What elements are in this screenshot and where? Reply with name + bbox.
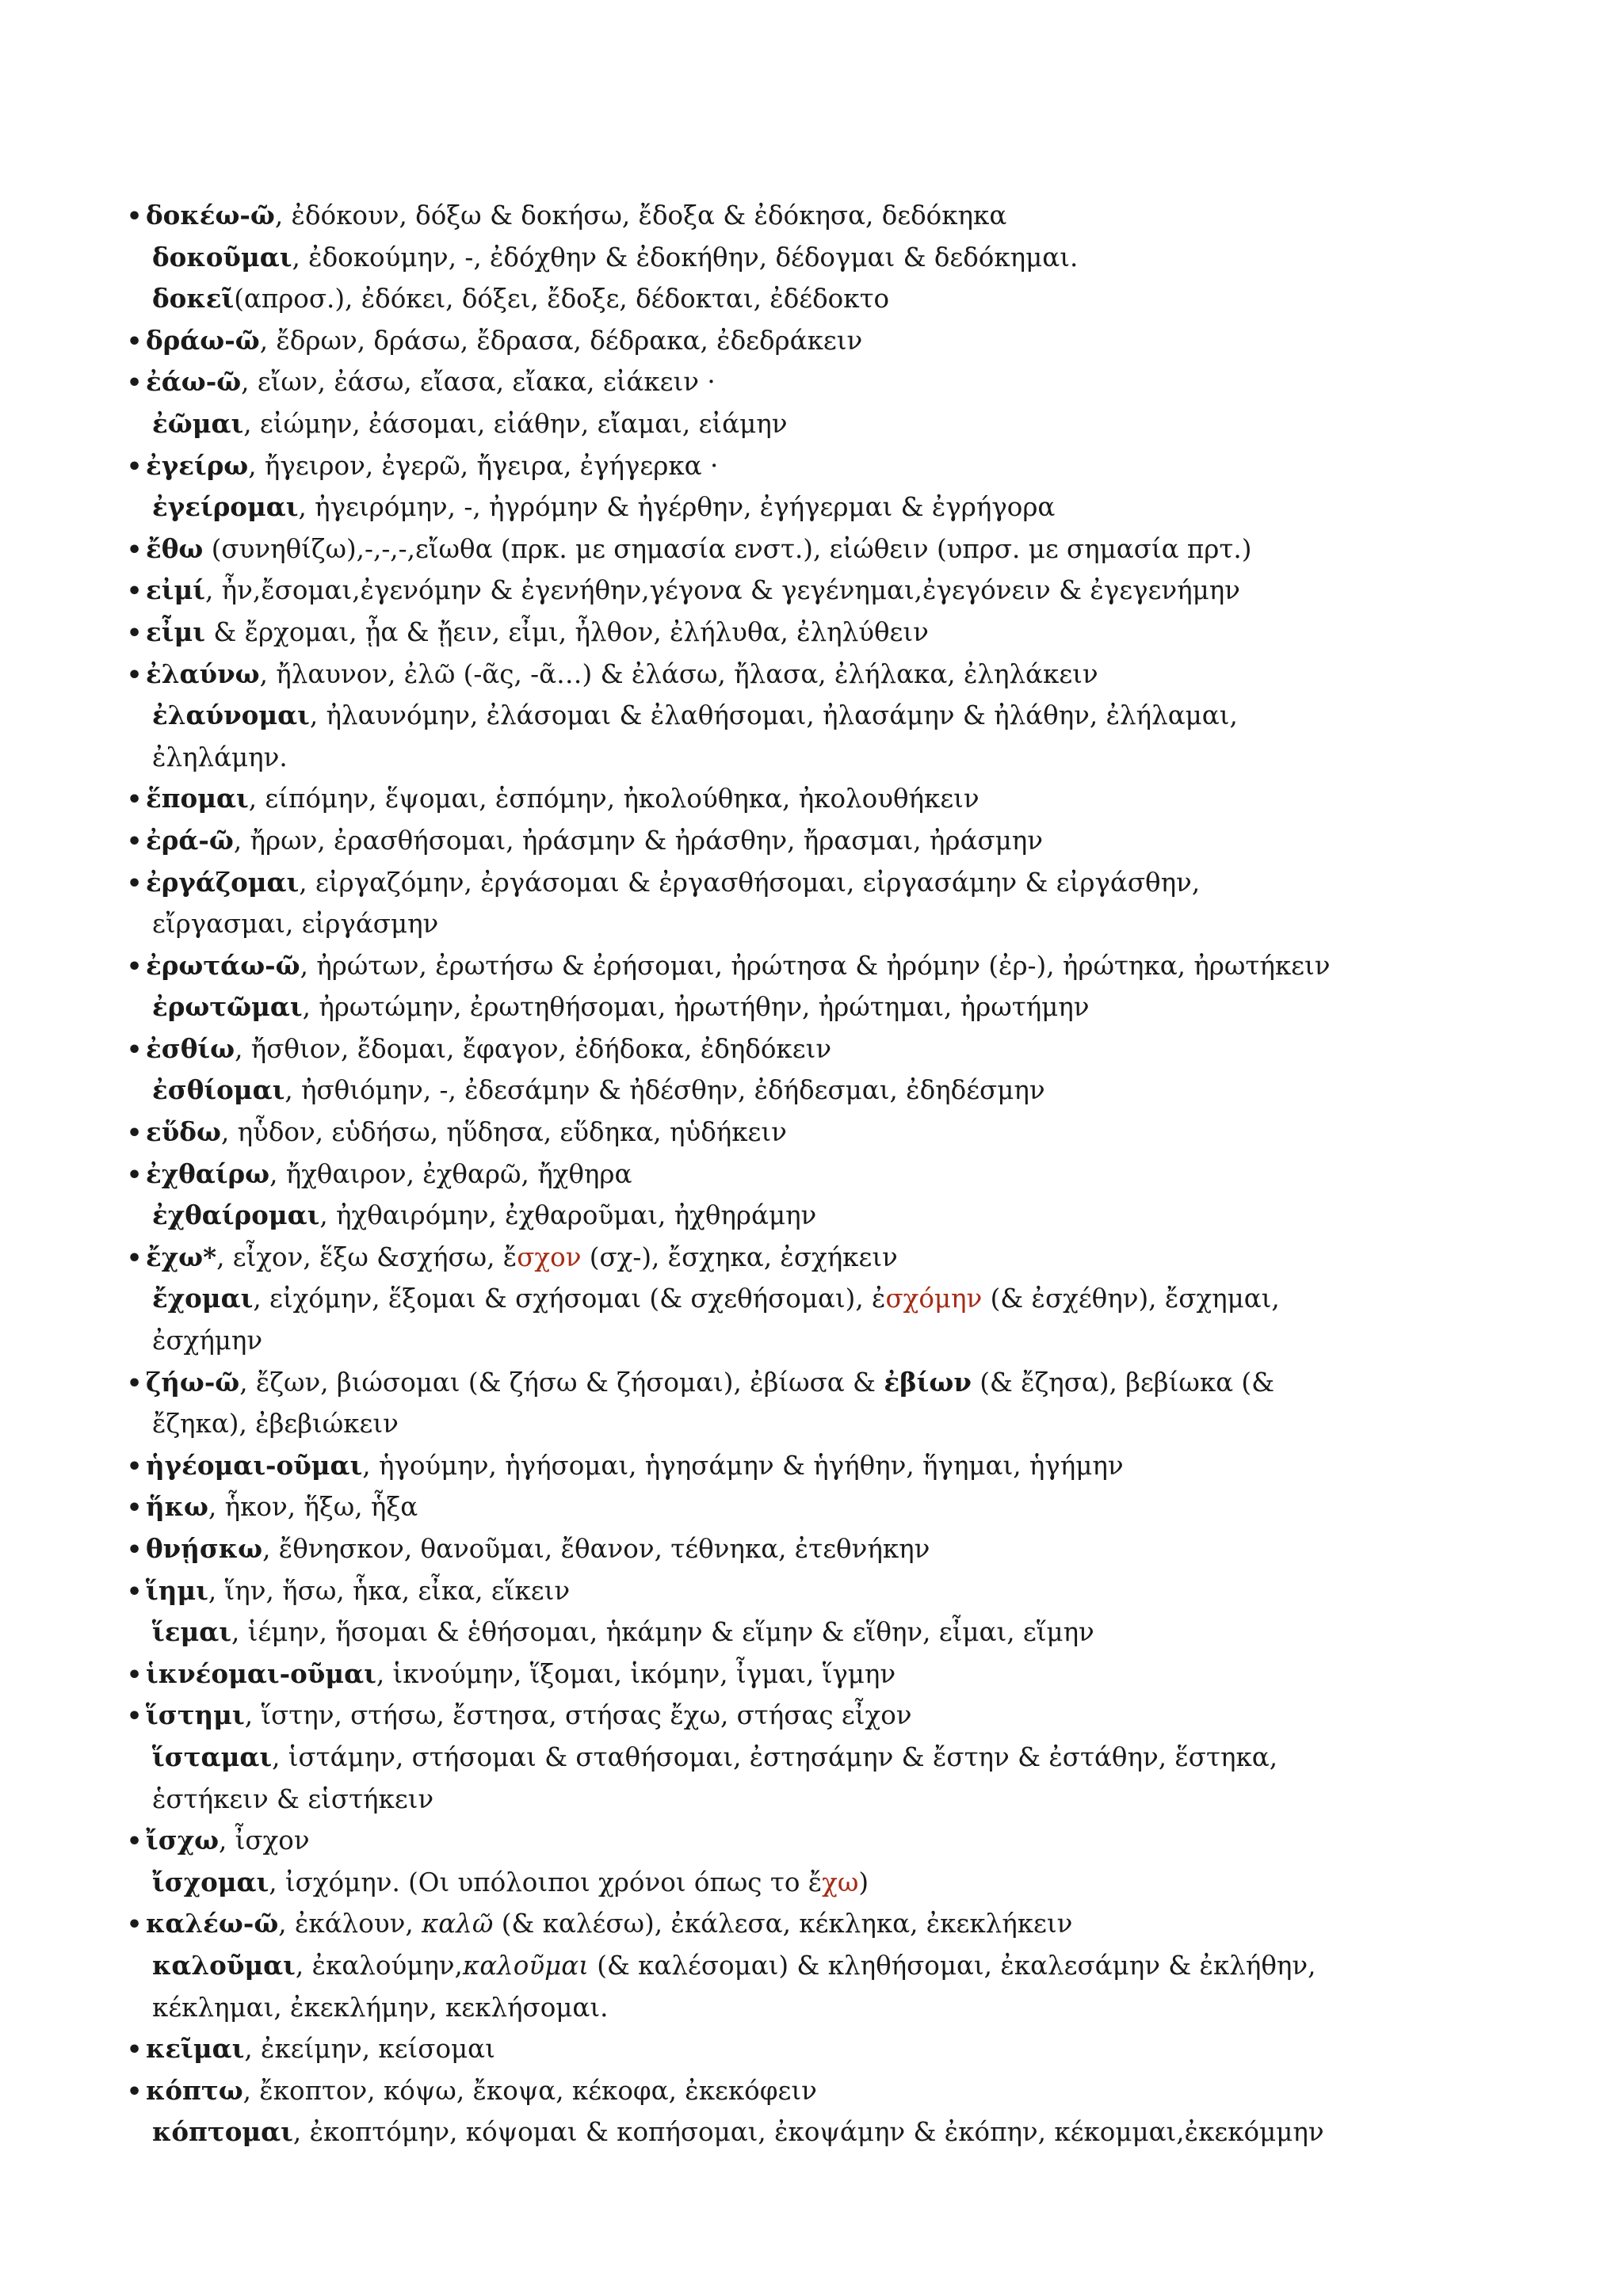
verb-entry-line [127,820,1474,862]
bullet-icon: • [127,369,143,398]
verb-forms-text: , εἰργαζόμην, ἐργάσομαι & ἐργασθήσομαι, εἰργασάμην & εἰργάσθην, [299,867,1201,898]
bullet-icon: • [127,2036,143,2065]
bullet-icon: • [127,1536,143,1564]
verb-entry-continuation [127,1945,1474,1987]
verb-entry-continuation [127,486,1474,528]
highlighted-stem: σχον [517,1241,582,1272]
verb-forms-text: καλοῦμαι [462,1950,589,1981]
bullet-icon: • [127,1035,143,1064]
verb-lemma: ἔχω* [146,1241,217,1272]
verb-entry-line [127,1695,1474,1737]
bullet-icon: • [127,1119,143,1148]
verb-forms-text: , ἰσχόμην. (Οι υπόλοιποι χρόνοι όπως το ἔ [269,1867,823,1897]
verb-entry-line [127,2028,1474,2070]
verb-forms-text: ) [858,1867,869,1897]
bullet-icon: • [127,786,143,814]
verb-forms-text: , ἐδόκουν, δόξω & δοκήσω, ἔδοξα & ἐδόκησα, δεδόκηκα [274,200,1007,231]
verb-forms-text: , ἦν,ἔσομαι,ἐγενόμην & ἐγενήθην,γέγονα & γεγένημαι,ἐγεγόνειν & ἐγεγενήμην [205,575,1240,606]
verb-forms-text: , ἱέμην, ἥσομαι & ἑθήσομαι, ἡκάμην & εἵμην & εἵθην, εἶμαι, εἵμην [231,1617,1094,1648]
verb-forms-text: , ἠσθιόμην, -, ἐδεσάμην & ἠδέσθην, ἐδήδεσμαι, ἐδηδέσμην [285,1075,1045,1106]
verb-lemma: κεῖμαι [146,2033,245,2065]
verb-lemma: ἐχθαίρομαι [152,1199,320,1231]
verb-forms-text: κέκλημαι, ἐκεκλήμην, κεκλήσομαι. [152,1992,609,2023]
verb-lemma: ἕπομαι [146,783,249,814]
verb-lemma: ἵεμαι [152,1616,232,1648]
verb-forms-text: , ἐδοκούμην, -, ἐδόχθην & ἐδοκήθην, δέδογμαι & δεδόκημαι. [292,242,1079,273]
bullet-icon: • [127,952,143,981]
verb-entry-line [127,1028,1474,1070]
verb-lemma: δράω-ῶ [146,324,260,356]
verb-lemma: ἐβίων [884,1366,972,1398]
verb-forms-text: , ἵην, ἥσω, ἧκα, εἶκα, εἵκειν [208,1575,571,1606]
verb-entry-continuation [127,1862,1474,1904]
verb-forms-text: , εἰχόμην, ἕξομαι & σχήσομαι (& σχεθήσομαι), ἐ [253,1283,886,1314]
bullet-icon: • [127,1661,143,1689]
bullet-icon: • [127,1452,143,1481]
verb-lemma: καλοῦμαι [152,1949,296,1981]
verb-entry-line [127,1445,1474,1487]
verb-entry-continuation [127,1779,1474,1821]
verb-forms-text: καλῶ [422,1909,494,1939]
verb-entry-line [127,1237,1474,1279]
verb-forms-text: , ἤσθιον, ἔδομαι, ἔφαγον, ἐδήδοκα, ἐδηδόκειν [235,1033,832,1064]
verb-lemma: ἐρωτάω-ῶ [146,949,300,981]
verb-lemma: εἰμί [146,574,205,606]
verb-lemma: ἵημι [146,1574,208,1606]
verb-lemma: ἱκνέομαι-οῦμαι [146,1657,376,1689]
verb-forms-text: ἔζηκα), ἐβεβιώκειν [152,1409,399,1440]
verb-forms-text: εἴργασμαι, εἰργάσμην [152,909,439,940]
verb-entry-continuation [127,1278,1474,1320]
verb-forms-text: , εἴων, ἐάσω, εἴασα, εἴακα, εἰάκειν · [241,367,716,398]
verb-lemma: ζήω-ῶ [146,1366,240,1398]
verb-entry-continuation [127,1403,1474,1445]
verb-lemma: ἐγείρομαι [152,491,299,523]
verb-lemma: κόπτομαι [152,2116,293,2148]
verb-forms-text: , ἔζων, βιώσομαι (& ζήσω & ζήσομαι), ἐβίωσα & [239,1367,884,1398]
verb-entry-continuation [127,1070,1474,1112]
bullet-icon: • [127,536,143,564]
verb-lemma: ἐάω-ῶ [146,366,242,398]
verb-forms-text: , ἱστάμην, στήσομαι & σταθήσομαι, ἐστησάμην & ἔστην & ἐστάθην, ἕστηκα, [272,1741,1278,1772]
verb-forms-text: , ἡγούμην, ἡγήσομαι, ἡγησάμην & ἡγήθην, ἥγημαι, ἡγήμην [362,1450,1124,1481]
verb-forms-text: , ηὗδον, εὑδήσω, ηὕδησα, εὕδηκα, ηὑδήκειν [220,1117,787,1148]
bullet-icon: • [127,203,143,231]
verb-entry-continuation [127,403,1474,445]
verb-forms-text: , ἤλαυνον, ἐλῶ (-ᾶς, -ᾶ…) & ἐλάσω, ἤλασα, ἐλήλακα, ἐληλάκειν [259,658,1098,689]
bullet-icon: • [127,1494,143,1523]
verb-forms-text: , ἤχθαιρον, ἐχθαρῶ, ἤχθηρα [269,1158,632,1189]
verb-entry-continuation [127,237,1474,279]
verb-forms-text: (& ἐσχέθην), ἔσχημαι, [982,1283,1280,1314]
verb-entry-line [127,862,1474,904]
verb-forms-text: , ἐκαλούμην, [295,1950,463,1981]
verb-lemma: ἡγέομαι-οῦμαι [146,1449,363,1481]
verb-entry-continuation [127,1987,1474,2029]
verb-lemma: εἶμι [146,616,205,647]
verb-forms-text: & ἔρχομαι, ᾖα & ᾔειν, εἶμι, ἦλθον, ἐλήλυθα, ἐληλύθειν [205,616,929,647]
bullet-icon: • [127,452,143,481]
verb-lemma: ἐσθίω [146,1032,235,1064]
verb-lemma: καλέω-ῶ [146,1908,279,1939]
verb-entry-continuation [127,1320,1474,1362]
verb-entry-continuation [127,2111,1474,2153]
verb-forms-text: , ἠρωτώμην, ἐρωτηθήσομαι, ἠρωτήθην, ἠρώτημαι, ἠρωτήμην [302,992,1090,1023]
verb-forms-text: , ἠλαυνόμην, ἐλάσομαι & ἐλαθήσομαι, ἠλασάμην & ἠλάθην, ἐλήλαμαι, [309,700,1238,731]
verb-forms-text: , ἠρώτων, ἐρωτήσω & ἐρήσομαι, ἠρώτησα & ἠρόμην (ἐρ-), ἠρώτηκα, ἠρωτήκειν [300,950,1331,981]
verb-lemma: θνῄσκω [146,1533,263,1564]
verb-lemma: ἥκω [146,1491,208,1523]
verb-forms-text: , είπόμην, ἕψομαι, ἑσπόμην, ἠκολούθηκα, ἠκολουθήκειν [248,784,980,814]
verb-entry-line [127,654,1474,696]
verb-entry-line [127,528,1474,570]
verb-lemma: ἐγείρω [146,449,249,481]
verb-forms-text: , ἔκοπτον, κόψω, ἔκοψα, κέκοφα, ἐκεκόφειν [242,2075,817,2106]
verb-lemma: ἐρά-ῶ [146,824,234,856]
verb-forms-text: ἐσχήμην [152,1325,263,1356]
verb-forms-text: (συνηθίζω),-,-,-,εἴωθα (πρκ. με σημασία ενστ.), εἰώθειν (υπρσ. με σημασία πρτ.) [203,533,1252,564]
verb-forms-text: , ἔδρων, δράσω, ἔδρασα, δέδρακα, ἐδεδράκειν [259,325,863,356]
verb-forms-text: , ἠγειρόμην, -, ἠγρόμην & ἠγέρθην, ἐγήγερμαι & ἐγρήγορα [298,492,1056,523]
verb-principal-parts-list [127,195,1474,2153]
bullet-icon: • [127,1244,143,1272]
verb-entry-continuation [127,903,1474,945]
verb-forms-text: , ἤρων, ἐρασθήσομαι, ἠράσμην & ἠράσθην, ἤρασμαι, ἠράσμην [233,825,1043,856]
verb-entry-line [127,1154,1474,1196]
bullet-icon: • [127,2077,143,2106]
verb-forms-text: , ἶσχον [219,1825,310,1856]
verb-forms-text: , ἵστην, στήσω, ἔστησα, στήσας ἔχω, στήσας εἶχον [244,1700,912,1731]
verb-lemma: ἐρωτῶμαι [152,991,303,1023]
highlighted-stem: σχόμην [885,1283,983,1314]
verb-entry-line [127,1528,1474,1570]
verb-lemma: κόπτω [146,2074,243,2106]
verb-lemma: δοκοῦμαι [152,241,292,273]
verb-forms-text: , ἐκάλουν, [278,1909,422,1939]
bullet-icon: • [127,1577,143,1606]
verb-entry-continuation [127,986,1474,1028]
verb-forms-text: (σχ-), ἔσχηκα, ἐσχήκειν [581,1241,898,1272]
verb-entry-line [127,1486,1474,1528]
bullet-icon: • [127,327,143,356]
verb-entry-line [127,945,1474,987]
bullet-icon: • [127,578,143,606]
verb-forms-text: , ἧκον, ἥξω, ἧξα [208,1492,418,1523]
verb-entry-continuation [127,278,1474,320]
verb-entry-continuation [127,695,1474,737]
bullet-icon: • [127,1369,143,1398]
bullet-icon: • [127,1161,143,1189]
verb-lemma: ἔχομαι [152,1283,254,1314]
bullet-icon: • [127,1911,143,1939]
verb-entry-continuation [127,737,1474,779]
verb-entry-line [127,320,1474,362]
verb-lemma: εὕδω [146,1116,221,1148]
verb-forms-text: , ἱκνούμην, ἵξομαι, ἱκόμην, ἶγμαι, ἵγμην [376,1658,896,1689]
verb-lemma: ἵσταμαι [152,1741,273,1772]
verb-entry-continuation [127,1195,1474,1237]
verb-entry-line [127,361,1474,403]
verb-forms-text: (& ἔζησα), βεβίωκα (& [971,1367,1275,1398]
bullet-icon: • [127,1828,143,1856]
verb-lemma: ἵστημι [146,1699,245,1731]
verb-lemma: ἐλαύνομαι [152,700,310,731]
verb-lemma: δοκεῖ [152,283,235,315]
verb-entry-line [127,195,1474,237]
bullet-icon: • [127,661,143,689]
verb-entry-line [127,445,1474,487]
verb-entry-line [127,1362,1474,1404]
verb-lemma: ἐῶμαι [152,407,244,439]
verb-forms-text: (& καλέσομαι) & κληθήσομαι, ἐκαλεσάμην & ἐκλήθην, [588,1950,1316,1981]
verb-entry-line [127,1570,1474,1612]
verb-entry-continuation [127,1737,1474,1779]
verb-lemma: ἐργάζομαι [146,866,300,898]
verb-forms-text: (& καλέσω), ἐκάλεσα, κέκληκα, ἐκεκλήκειν [493,1909,1073,1939]
verb-forms-text: ἑστήκειν & εἱστήκειν [152,1783,434,1814]
verb-entry-line [127,1903,1474,1945]
bullet-icon: • [127,827,143,856]
verb-forms-text: , εἶχον, ἕξω &σχήσω, ἔ [216,1241,517,1272]
verb-entry-line [127,2070,1474,2112]
bullet-icon: • [127,1703,143,1731]
verb-entry-continuation [127,1611,1474,1653]
verb-forms-text: , ἐκοπτόμην, κόψομαι & κοπήσομαι, ἐκοψάμην & ἐκόπην, κέκομμαι,ἐκεκόμμην [292,2117,1324,2148]
verb-forms-text: (απροσ.), ἐδόκει, δόξει, ἔδοξε, δέδοκται, ἐδέδοκτο [234,284,890,315]
verb-entry-line [127,570,1474,612]
verb-entry-line [127,778,1474,820]
verb-lemma: ἴσχω [146,1825,220,1856]
bullet-icon: • [127,869,143,898]
verb-entry-line [127,1820,1474,1862]
verb-forms-text: , εἰώμην, ἐάσομαι, εἰάθην, εἴαμαι, εἰάμην [243,408,788,439]
verb-lemma: ἐσθίομαι [152,1074,285,1106]
verb-lemma: ἐλαύνω [146,658,260,689]
verb-lemma: δοκέω-ῶ [146,200,275,231]
bullet-icon: • [127,619,143,647]
verb-lemma: ἴσχομαι [152,1866,269,1897]
highlighted-stem: χω [822,1867,859,1897]
verb-forms-text: , ἔθνησκον, θανοῦμαι, ἔθανον, τέθνηκα, ἐτεθνήκην [262,1534,930,1564]
verb-forms-text: , ἐκείμην, κείσομαι [244,2034,495,2065]
verb-forms-text: , ἤγειρον, ἐγερῶ, ἤγειρα, ἐγήγερκα · [248,450,719,481]
verb-forms-text: ἐληλάμην. [152,742,288,772]
verb-lemma: ἔθω [146,532,204,564]
verb-entry-line [127,612,1474,654]
verb-forms-text: , ἠχθαιρόμην, ἐχθαροῦμαι, ἠχθηράμην [319,1200,817,1231]
verb-lemma: ἐχθαίρω [146,1158,270,1189]
verb-entry-line [127,1653,1474,1695]
verb-entry-line [127,1112,1474,1154]
